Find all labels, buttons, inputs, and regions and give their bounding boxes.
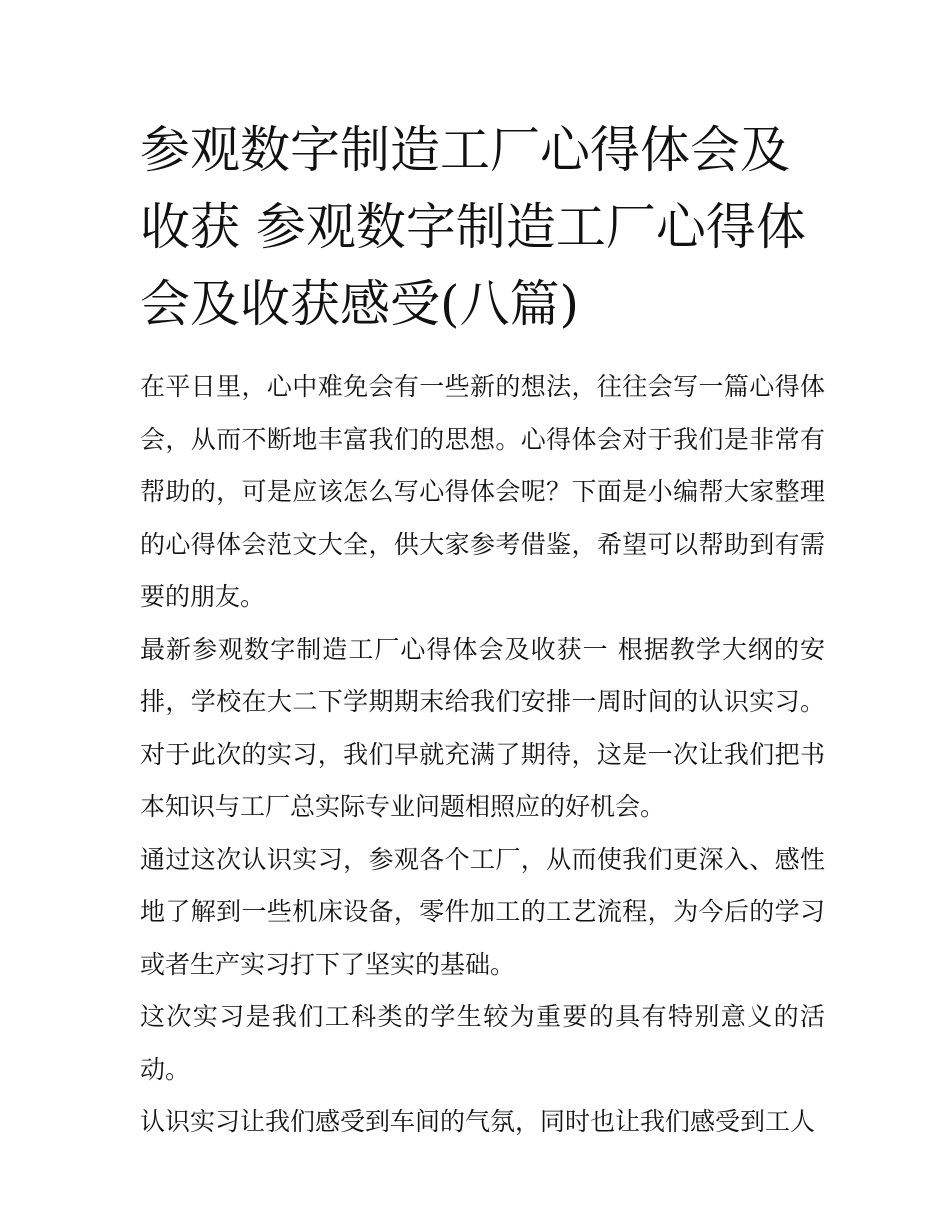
- paragraph-workshop: 认识实习让我们感受到车间的气氛，同时也让我们感受到工人: [140, 1107, 816, 1136]
- paragraph-significance: 这次实习是我们工科类的学生较为重要的具有特别意义的活动。: [140, 1002, 825, 1084]
- document-title: 参观数字制造工厂心得体会及收获 参观数字制造工厂心得体会及收获感受(八篇): [140, 121, 806, 333]
- paragraph-part-one: 最新参观数字制造工厂心得体会及收获一 根据教学大纲的安排，学校在大二下学期期末给我们安排一周时间的认识实习。对于此次的实习，我们早就充满了期待，这是一次让我们把书本知识与工厂总实际专业问题相照应的好机会。: [140, 634, 825, 821]
- paragraph-intro: 在平日里，心中难免会有一些新的想法，往往会写一篇心得体会，从而不断地丰富我们的思想。心得体会对于我们是非常有帮助的，可是应该怎么写心得体会呢？下面是小编帮大家整理的心得体会范文大全，供大家参考借鉴，希望可以帮助到有需要的朋友。: [140, 372, 825, 611]
- paragraph-visit: 通过这次认识实习，参观各个工厂，从而使我们更深入、感性地了解到一些机床设备，零件加工的工艺流程，为今后的学习或者生产实习打下了坚实的基础。: [140, 844, 825, 979]
